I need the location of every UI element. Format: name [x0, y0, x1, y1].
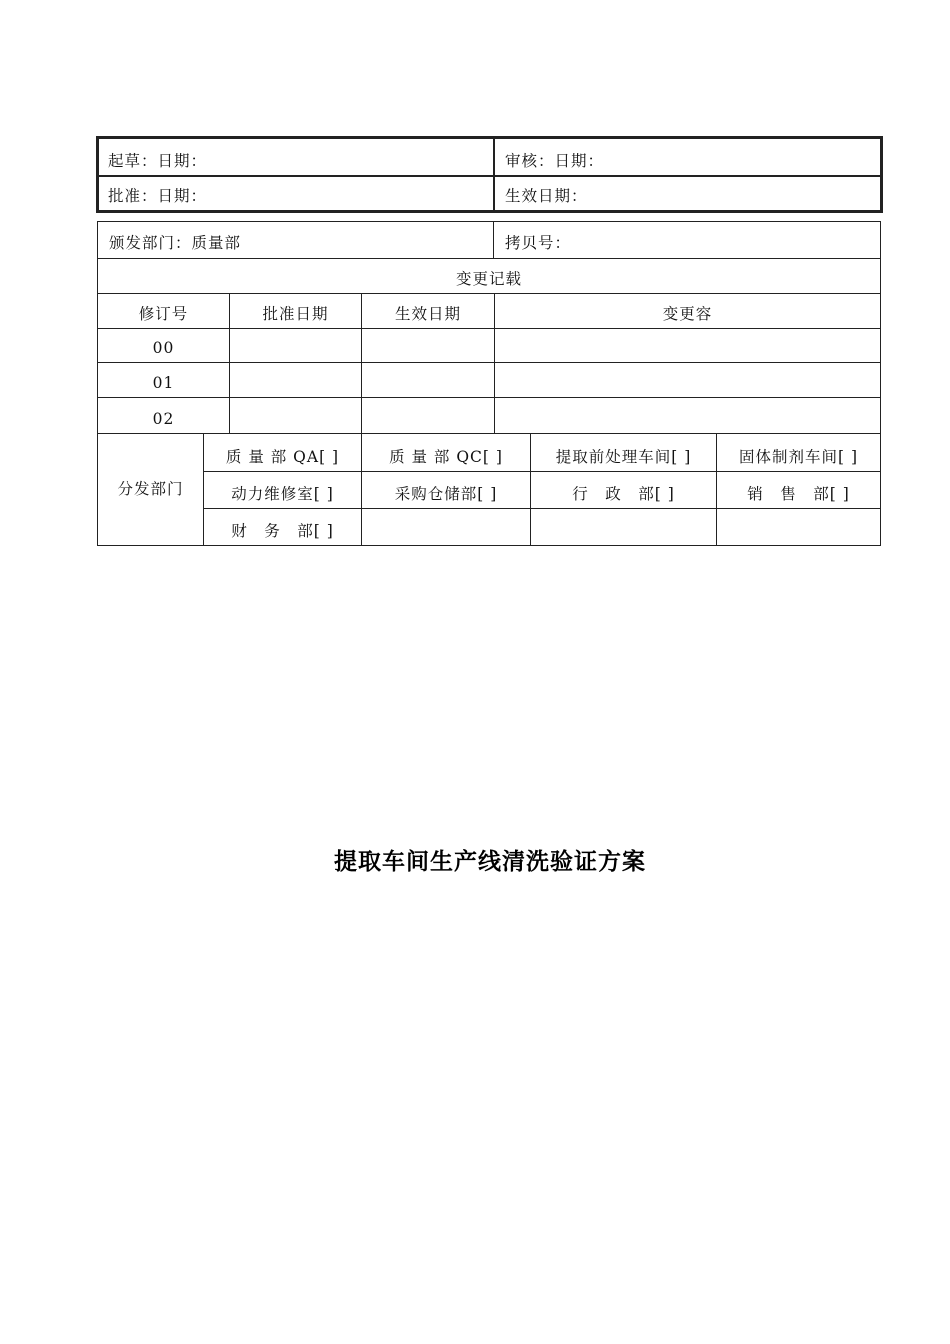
distribution-label: 分发部门	[117, 479, 184, 498]
distribution-qa: 质 量 部 QA[ ]	[225, 447, 340, 466]
table-cell-approve-date	[230, 398, 361, 433]
effective-date-cell: 生效日期：	[505, 186, 588, 205]
table-cell-approve-date	[230, 363, 361, 397]
table-row-revision: 00	[152, 338, 175, 357]
document-title: 提取车间生产线清洗验证方案	[334, 849, 646, 875]
table-cell-effective-date	[362, 329, 494, 362]
table-cell-approve-date	[230, 329, 361, 362]
column-header-effective-date: 生效日期	[394, 304, 461, 323]
column-header-change-content: 变更容	[662, 304, 713, 323]
approve-date-cell: 批准：日期：	[108, 186, 208, 205]
column-header-revision: 修订号	[138, 304, 189, 323]
table-row-revision: 02	[152, 409, 175, 428]
column-header-approve-date: 批准日期	[262, 304, 329, 323]
issue-department-cell: 颁发部门：质量部	[109, 233, 242, 252]
table-cell-effective-date	[362, 398, 494, 433]
distribution-administration: 行 政 部[ ]	[572, 484, 675, 503]
table-cell-change-content	[495, 363, 880, 397]
draft-date-cell: 起草：日期：	[108, 151, 208, 170]
distribution-finance: 财 务 部[ ]	[231, 521, 334, 540]
table-cell-change-content	[495, 398, 880, 433]
distribution-solid-workshop: 固体制剂车间[ ]	[738, 447, 859, 466]
table-cell-effective-date	[362, 363, 494, 397]
distribution-qc: 质 量 部 QC[ ]	[389, 447, 503, 466]
distribution-extraction-workshop: 提取前处理车间[ ]	[555, 447, 692, 466]
review-date-cell: 审核：日期：	[505, 151, 605, 170]
copy-number-cell: 拷贝号：	[505, 233, 572, 252]
distribution-maintenance: 动力维修室[ ]	[231, 484, 334, 503]
table-row-revision: 01	[152, 373, 175, 392]
table-cell-change-content	[495, 329, 880, 362]
distribution-sales: 销 售 部[ ]	[747, 484, 850, 503]
change-record-title: 变更记载	[455, 269, 522, 288]
distribution-purchasing-storage: 采购仓储部[ ]	[394, 484, 498, 503]
